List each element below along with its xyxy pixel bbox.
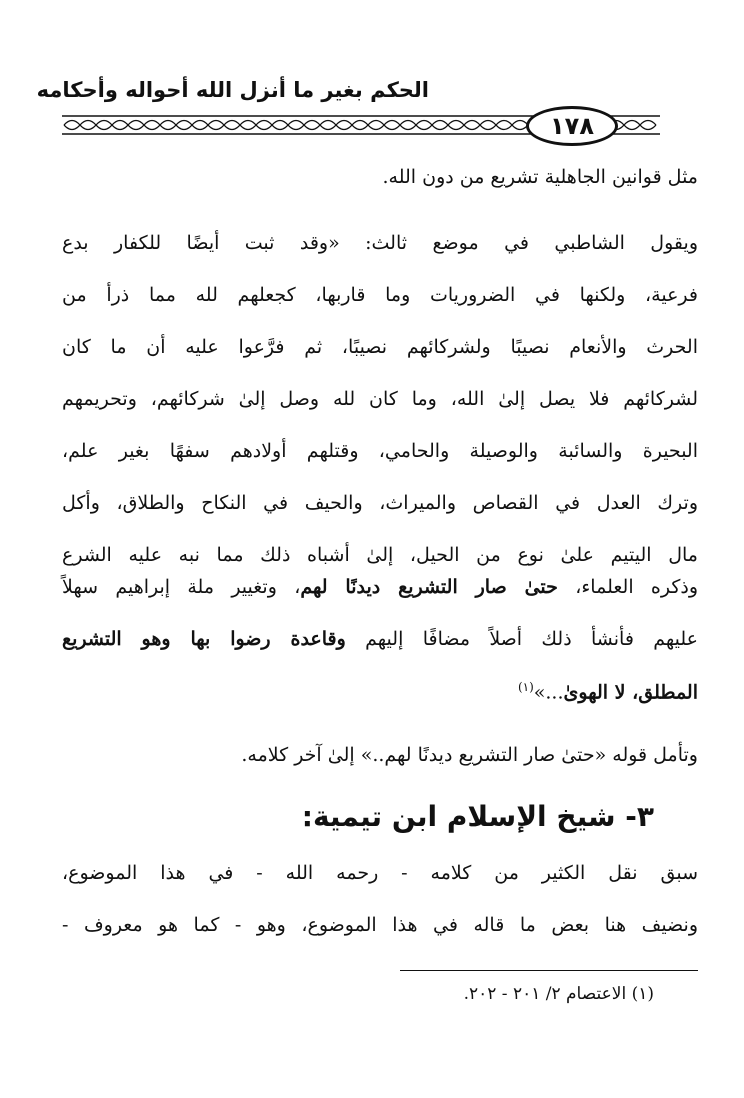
paragraph-line: البحيرة والسائبة والوصيلة والحامي، وقتلهم أولادهم سفهًا بغير علم، xyxy=(62,440,698,462)
paragraph-line: الحرث والأنعام نصيبًا ولشركائهم نصيبًا، ثم فرَّعوا عليه أن ما كان xyxy=(62,336,698,358)
paragraph-line xyxy=(518,680,698,703)
text-run: ...» xyxy=(533,681,564,704)
text-run: عليهم فأنشأ ذلك أصلاً مضافًا إليهم xyxy=(345,628,699,650)
bold-text-run: حتىٰ صار التشريع ديدنًا لهم xyxy=(300,576,558,598)
paragraph-line: وتأمل قوله «حتىٰ صار التشريع ديدنًا لهم..» إلىٰ آخر كلامه. xyxy=(241,744,698,766)
section-heading: ٣- شيخ الإسلام ابن تيمية: xyxy=(301,800,654,833)
footnote-divider xyxy=(400,970,698,971)
paragraph-line: ويقول الشاطبي في موضع ثالث: «وقد ثبت أيضًا للكفار بدع xyxy=(62,232,698,254)
paragraph-line: لشركائهم فلا يصل إلىٰ الله، وما كان لله وصل إلىٰ شركائهم، وتحريمهم xyxy=(62,388,698,410)
paragraph-line: وترك العدل في القصاص والميراث، والحيف في النكاح والطلاق، وأكل xyxy=(62,492,698,514)
paragraph-line xyxy=(62,628,698,650)
text-run: ، وتغيير ملة إبراهيم سهلاً xyxy=(62,576,301,598)
page-number: ١٧٨ xyxy=(526,106,618,146)
running-title: الحكم بغير ما أنزل الله أحواله وأحكامه xyxy=(36,78,429,102)
paragraph-line: ونضيف هنا بعض ما قاله في هذا الموضوع، وهو - كما هو معروف - xyxy=(62,914,698,936)
paragraph-line xyxy=(62,576,698,598)
bold-text-run: وقاعدة رضوا بها وهو التشريع xyxy=(62,628,346,650)
paragraph-line: سبق نقل الكثير من كلامه - رحمه الله - في هذا الموضوع، xyxy=(62,862,698,884)
paragraph-line: مال اليتيم علىٰ نوع من الحيل، إلىٰ أشباه ذلك مما نبه عليه الشرع xyxy=(62,544,698,566)
paragraph-line: فرعية، ولكنها في الضروريات وما قاربها، كجعلهم لله مما ذرأ من xyxy=(62,284,698,306)
text-run: وذكره العلماء، xyxy=(557,576,699,598)
bold-text-run: المطلق، لا الهوىٰ xyxy=(563,681,698,704)
footnote-reference: (١) xyxy=(517,680,534,694)
footnote: (١) الاعتصام ٢/ ٢٠١ - ٢٠٢. xyxy=(463,984,654,1004)
paragraph-line: مثل قوانين الجاهلية تشريع من دون الله. xyxy=(382,166,698,188)
